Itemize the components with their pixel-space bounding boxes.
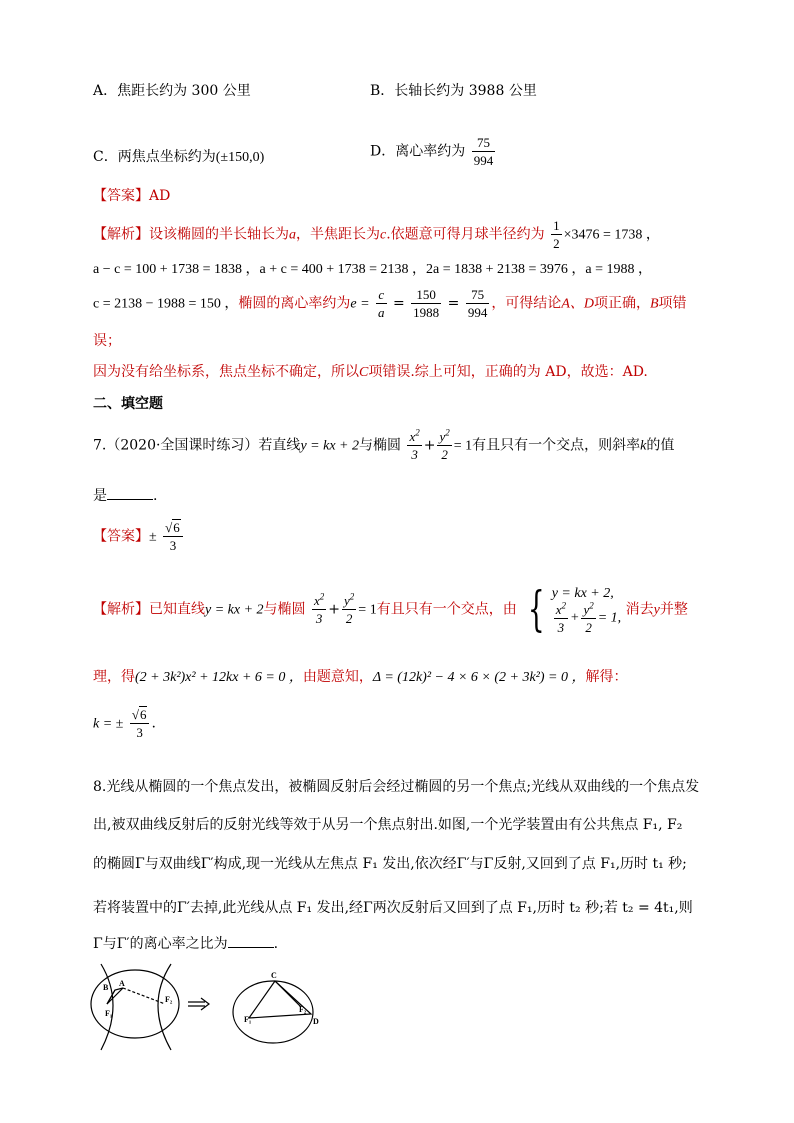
- figure-left: [91, 964, 179, 1050]
- option-d-fraction: $\frac{75}{994}$: [473, 135, 494, 168]
- option-c-text: C．两焦点坐标约为: [93, 149, 216, 165]
- label-f1-left: F₁: [105, 1009, 113, 1018]
- label-f2-left: F₂: [165, 995, 173, 1004]
- q8-line5: Γ与Γ′的离心率之比为 .: [93, 933, 278, 953]
- label-f2-right: F₂: [299, 1005, 307, 1014]
- q6-answer: 【答案】AD: [93, 188, 171, 204]
- option-d-text: D．离心率约为: [370, 143, 466, 160]
- label-f1-right: F₁: [244, 1015, 252, 1024]
- label-b: B: [103, 983, 109, 992]
- option-c-math: (±150,0): [215, 150, 265, 165]
- q6-analysis-line2: a − c = 100 + 1738 = 1838 ，a + c = 400 + 1738 = 2138 ，2a = 1838 + 2138 = 3976 ，a = 1988 ，: [93, 262, 653, 277]
- q6-analysis-line4: 误；: [93, 333, 121, 349]
- q8-line2: 出,被双曲线反射后的反射光线等效于从另一个焦点射出.如图,一个光学装置由有公共焦点 F₁, F₂: [93, 817, 683, 833]
- option-c: [93, 146, 264, 166]
- answer-blank: [107, 485, 153, 500]
- q7-stem-line1: 7.（2020·全国课时练习）若直线y = kx + 2与椭圆 $\frac{x^2}{3}$ + $\frac{y^2}{2}$ = 1有且只有一个交点，则斜率k的值: [93, 427, 675, 462]
- arrow-icon: [188, 998, 209, 1010]
- q8-figure: [85, 962, 335, 1057]
- hyperbola-right-branch: [158, 964, 171, 1050]
- section-title: 二、填空题: [93, 396, 163, 412]
- q8-line1: 8.光线从椭圆的一个焦点发出，被椭圆反射后会经过椭圆的另一个焦点;光线从双曲线的一个焦点发: [93, 779, 700, 795]
- q7-analysis-line1: 【解析】已知直线y = kx + 2与椭圆 $\frac{x^2}{3}$ + $\frac{y^2}{2}$ = 1有且只有一个交点，由 { y = kx + 2, $\frac{x^2}{3}$ + $\frac{y^2}{2}$ = 1, 消去y并整: [93, 581, 688, 638]
- option-b: B．长轴长约为 3988 公里: [370, 83, 537, 99]
- option-a: A．焦距长约为 300 公里: [93, 83, 251, 99]
- q6-analysis-line5: 因为没有给坐标系，焦点坐标不确定，所以C项错误.综上可知，正确的为 AD，故选：AD.: [93, 364, 648, 380]
- q7-analysis-line2: 理，得(2 + 3k²)x² + 12kx + 6 = 0 ，由题意知，Δ = (12k)² − 4 × 6 × (2 + 3k²) = 0 ，解得：: [93, 669, 628, 685]
- q7-stem-line2: 是 .: [93, 485, 157, 505]
- q7-analysis-line3: k = ± $\frac{√6}{3}$ .: [93, 707, 156, 740]
- label-a: A: [119, 979, 125, 988]
- q8-line3: 的椭圆Γ与双曲线Γ′构成,现一光线从左焦点 F₁ 发出,依次经Γ′与Γ反射,又回到了点 F₁,历时 t₁ 秒;: [93, 856, 687, 872]
- q7-answer: 【答案】± $\frac{√6}{3}$: [93, 521, 185, 552]
- ellipse-left: [91, 970, 179, 1038]
- hyperbola-left-branch: [101, 964, 113, 1050]
- q8-line4: 若将装置中的Γ′去掉,此光线从点 F₁ 发出,经Γ两次反射后又回到了点 F₁,历时 t₂ 秒;若 t₂ = 4t₁,则: [93, 900, 693, 916]
- q6-analysis-line3: c = 2138 − 1988 = 150 ，椭圆的离心率约为e = $\frac{c}{a}$ = $\frac{150}{1988}$ = $\frac{75}{994}$ ，可得结论A、D项正确，B项错: [93, 287, 687, 320]
- answer-blank-q8: [228, 933, 274, 948]
- q6-analysis-line1: 【解析】设该椭圆的半长轴长为a，半焦距长为c.依题意可得月球半径约为 $\frac{1}{2}$ ×3476 = 1738 ，: [93, 218, 660, 251]
- option-d: [370, 136, 497, 167]
- label-d: D: [313, 1017, 319, 1026]
- label-c: C: [271, 971, 277, 980]
